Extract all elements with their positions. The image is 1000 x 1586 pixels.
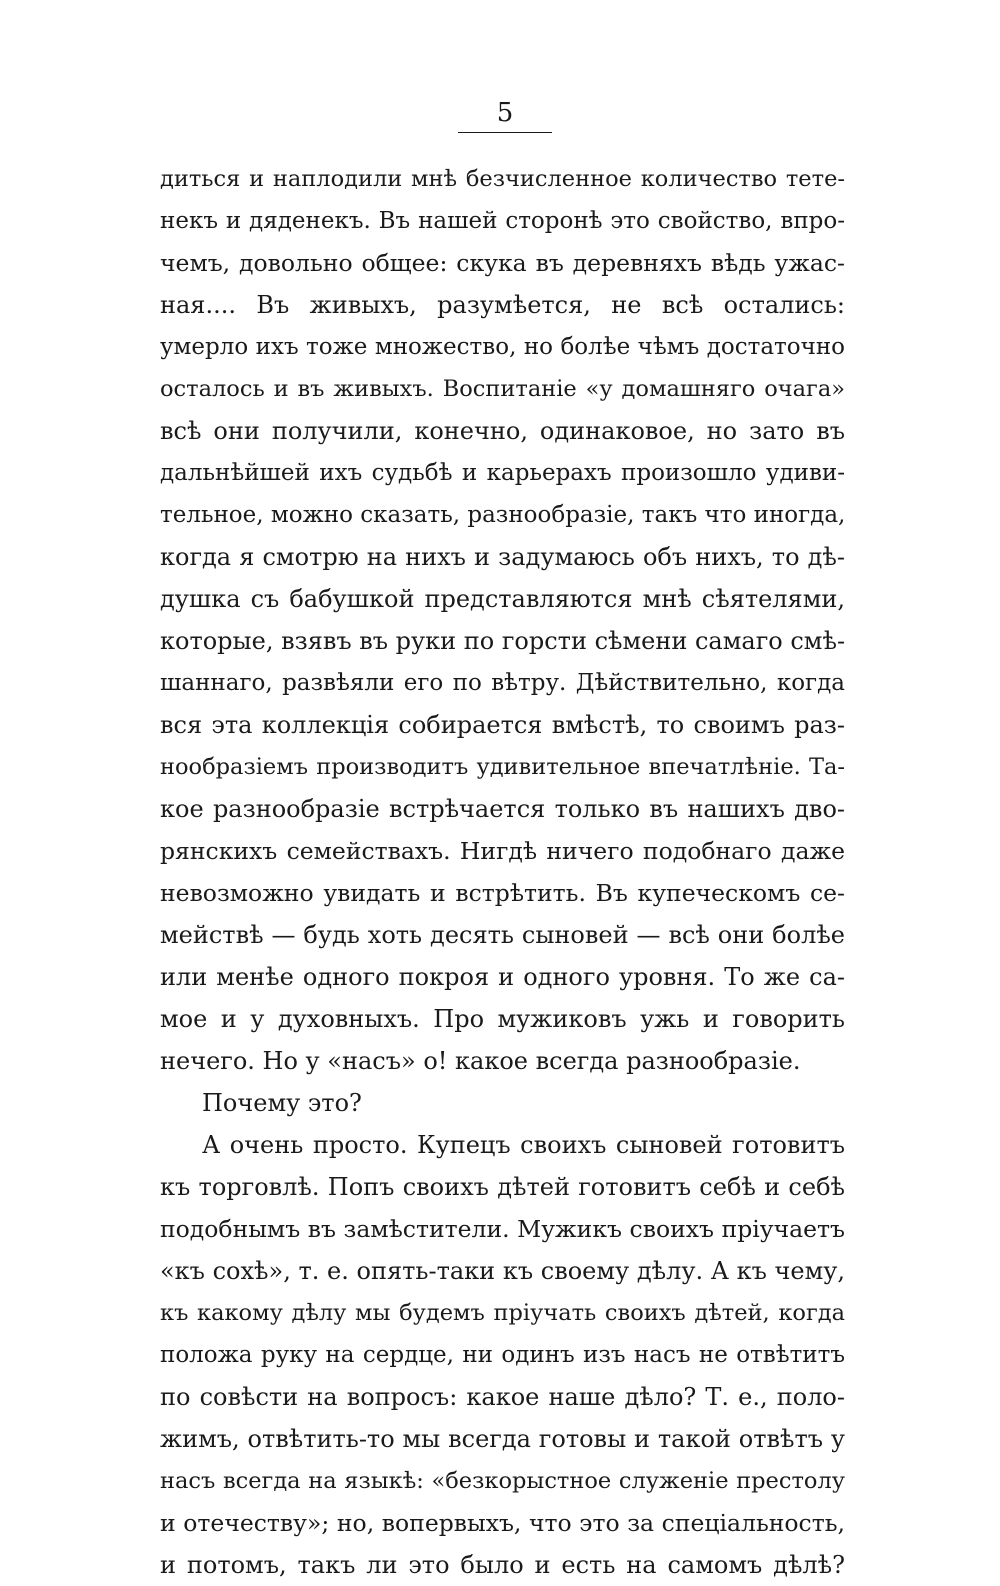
- text-line: диться и наплодили мнѣ безчисленное количество тете-: [160, 166, 845, 192]
- text-line: нообразіемъ производитъ удивительное впечатлѣніе. Та-: [160, 754, 845, 780]
- page-number-rule: [458, 132, 552, 133]
- text-line: нечего. Но у «насъ» о! какое всегда разнообразіе.: [160, 1047, 801, 1075]
- text-line: невозможно увидать и встрѣтить. Въ купеческомъ се-: [160, 879, 845, 907]
- text-line: когда я смотрю на нихъ и задумаюсь объ нихъ, то дѣ-: [160, 543, 845, 571]
- text-line: Почему это?: [202, 1089, 362, 1117]
- text-line: подобнымъ въ замѣстители. Мужикъ своихъ пріучаетъ: [160, 1215, 845, 1243]
- text-line: насъ всегда на языкѣ: «безкорыстное служеніе престолу: [160, 1468, 845, 1494]
- text-line: всѣ они получили, конечно, одинаковое, но зато въ: [160, 417, 845, 445]
- text-line: чемъ, довольно общее: скука въ деревняхъ вѣдь ужас-: [160, 249, 845, 277]
- page-number: 5: [496, 98, 514, 128]
- text-line: некъ и дяденекъ. Въ нашей сторонѣ это свойство, впро-: [160, 208, 845, 234]
- text-line: по совѣсти на вопросъ: какое наше дѣло? Т. е., поло-: [160, 1383, 845, 1411]
- text-line: шаннаго, развѣяли его по вѣтру. Дѣйствительно, когда: [160, 670, 845, 696]
- text-line: вся эта коллекція собирается вмѣстѣ, то своимъ раз-: [160, 711, 845, 739]
- text-line: рянскихъ семействахъ. Нигдѣ ничего подобнаго даже: [160, 837, 845, 865]
- text-line: дальнѣйшей ихъ судьбѣ и карьерахъ произошло удиви-: [160, 460, 845, 486]
- body-text: [160, 158, 845, 1586]
- text-line: положа руку на сердце, ни одинъ изъ насъ не отвѣтитъ: [160, 1342, 845, 1368]
- text-line: осталось и въ живыхъ. Воспитаніе «у домашняго очага»: [160, 376, 845, 402]
- text-line: мействѣ — будь хоть десять сыновей — всѣ они болѣе: [160, 921, 845, 949]
- text-line: и отечеству»; но, вопервыхъ, что это за спеціальность,: [160, 1509, 845, 1537]
- text-line: къ торговлѣ. Попъ своихъ дѣтей готовитъ себѣ и себѣ: [160, 1173, 845, 1201]
- text-line: ная.... Въ живыхъ, разумѣется, не всѣ остались:: [160, 291, 845, 319]
- text-line: тельное, можно сказать, разнообразіе, такъ что иногда,: [160, 502, 845, 528]
- text-line: жимъ, отвѣтить-то мы всегда готовы и такой отвѣтъ у: [160, 1425, 845, 1453]
- text-line: душка съ бабушкой представляются мнѣ сѣятелями,: [160, 585, 845, 613]
- text-line: «къ сохѣ», т. е. опять-таки къ своему дѣлу. А къ чему,: [160, 1257, 845, 1285]
- text-line: А очень просто. Купецъ своихъ сыновей готовитъ: [202, 1131, 845, 1159]
- text-line: или менѣе одного покроя и одного уровня. То же са-: [160, 963, 845, 991]
- text-line: кое разнообразіе встрѣчается только въ нашихъ дво-: [160, 795, 845, 823]
- text-line: къ какому дѣлу мы будемъ пріучать своихъ дѣтей, когда: [160, 1300, 845, 1326]
- text-line: и потомъ, такъ ли это было и есть на самомъ дѣлѣ?: [160, 1551, 845, 1579]
- text-line: мое и у духовныхъ. Про мужиковъ ужь и говорить: [160, 1005, 845, 1033]
- text-line: которые, взявъ въ руки по горсти сѣмени самаго смѣ-: [160, 627, 845, 655]
- text-line: умерло ихъ тоже множество, но болѣе чѣмъ достаточно: [160, 334, 845, 360]
